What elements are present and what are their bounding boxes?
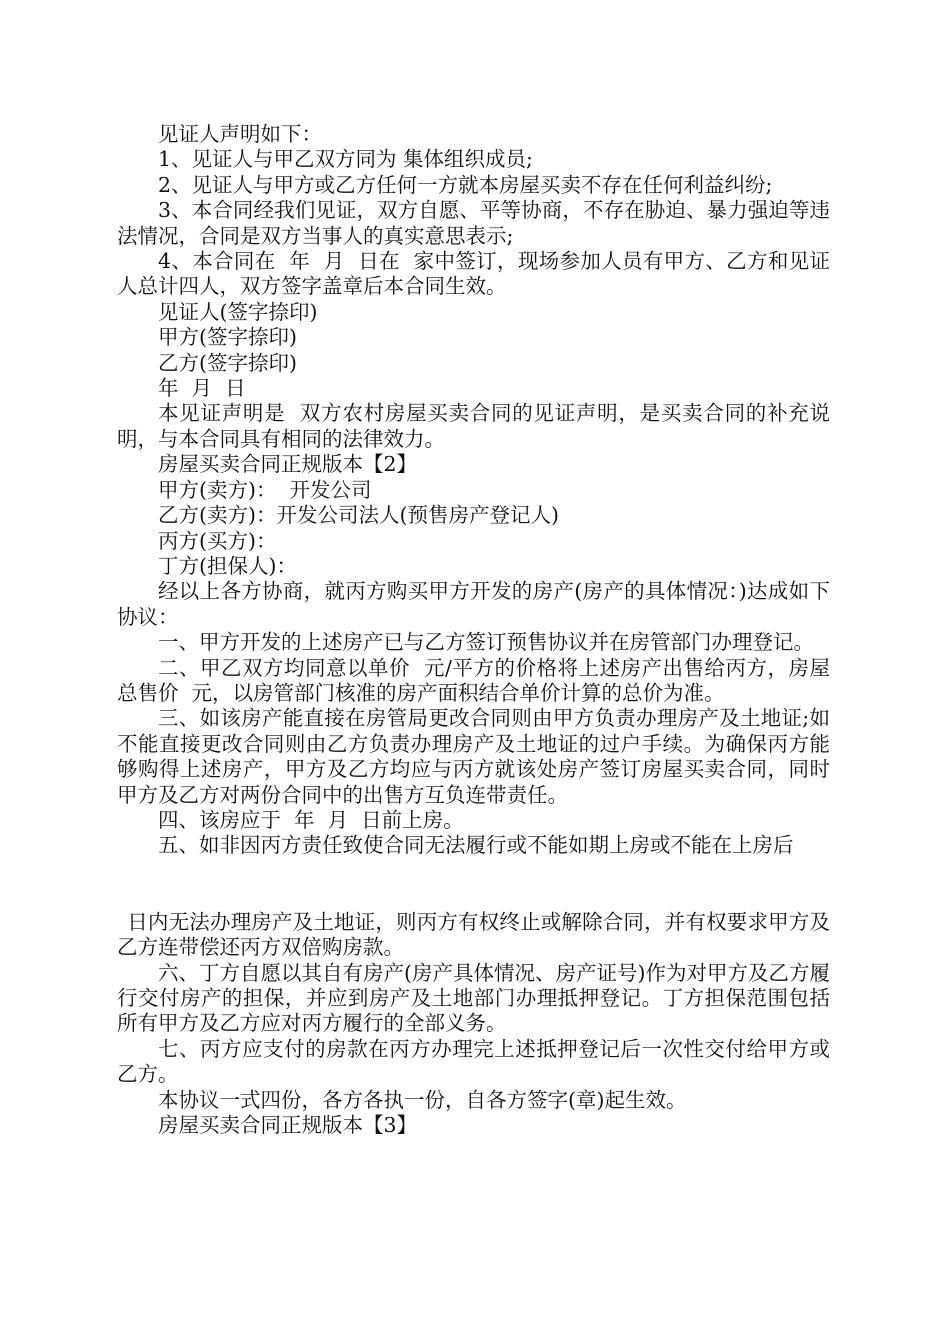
contract-version-2-title: 房屋买卖合同正规版本【2】 [158,452,418,477]
witness-statement-heading: 见证人声明如下： [158,122,322,146]
witness-clause-4: 4、本合同在 年 月 日在 家中签订，现场参加人员有甲方、乙方和见证人总计四人，双方签字盖章后本合同生效。 [117,249,830,299]
witness-clause-1: 1、见证人与甲乙双方同为 集体组织成员; [158,147,533,172]
contract-version-3-title: 房屋买卖合同正规版本【3】 [158,1113,418,1138]
clause-3: 三、如该房产能直接在房管局更改合同则由甲方负责办理房产及土地证;如不能直接更改合同则由乙方负责办理房产及土地证的过户手续。为确保丙方能够购得上述房产，甲方及乙方均应与丙方就该处房产签订房屋买卖合同，同时甲方及乙方对两份合同中的出售方互负连带责任。 [117,706,830,807]
party-d-guarantor: 丁方(担保人)： [158,553,297,578]
party-b-signature-line: 乙方(签字捺印) [158,350,297,375]
clause-1: 一、甲方开发的上述房产已与乙方签订预售协议并在房管部门办理登记。 [158,630,814,655]
date-line: 年 月 日 [158,376,246,401]
clause-7: 七、丙方应支付的房款在丙方办理完上述抵押登记后一次性交付给甲方或乙方。 [117,1036,830,1087]
page-gap [117,859,830,910]
statement-note: 本见证声明是 双方农村房屋买卖合同的见证声明，是买卖合同的补充说明，与本合同具有相同的法律效力。 [117,401,830,451]
clause-5: 五、如非因丙方责任致使合同无法履行或不能如期上房或不能在上房后 [158,833,794,858]
party-c-buyer: 丙方(买方)： [158,528,277,553]
clause-5-continued: 日内无法办理房产及土地证，则丙方有权终止或解除合同，并有权要求甲方及乙方连带偿还丙方双倍购房款。 [117,909,830,960]
clause-6: 六、丁方自愿以其自有房产(房产具体情况、房产证号)作为对甲方及乙方履行交付房产的担保，并应到房产及土地部门办理抵押登记。丁方担保范围包括所有甲方及乙方应对丙方履行的全部义务。 [117,960,830,1036]
party-a-signature-line: 甲方(签字捺印) [158,325,297,350]
witness-clause-3: 3、本合同经我们见证，双方自愿、平等协商，不存在胁迫、暴力强迫等违法情况，合同是双方当事人的真实意思表示; [117,198,830,248]
clause-4: 四、该房应于 年 月 日前上房。 [158,807,464,832]
party-b-seller: 乙方(卖方)：开发公司法人(预售房产登记人) [158,503,559,528]
party-a-seller: 甲方(卖方)： 开发公司 [158,477,372,502]
agreement-copies: 本协议一式四份，各方各执一份，自各方签字(章)起生效。 [158,1087,687,1112]
agreement-intro: 经以上各方协商，就丙方购买甲方开发的房产(房产的具体情况：)达成如下协议： [117,579,830,629]
witness-signature-line: 见证人(签字捺印) [158,299,318,324]
witness-clause-2: 2、见证人与甲方或乙方任何一方就本房屋买卖不存在任何利益纠纷; [158,172,773,197]
clause-2: 二、甲乙双方均同意以单价 元/平方的价格将上述房产出售给丙方，房屋总售价 元，以房管部门核准的房产面积结合单价计算的总价为准。 [117,655,830,705]
